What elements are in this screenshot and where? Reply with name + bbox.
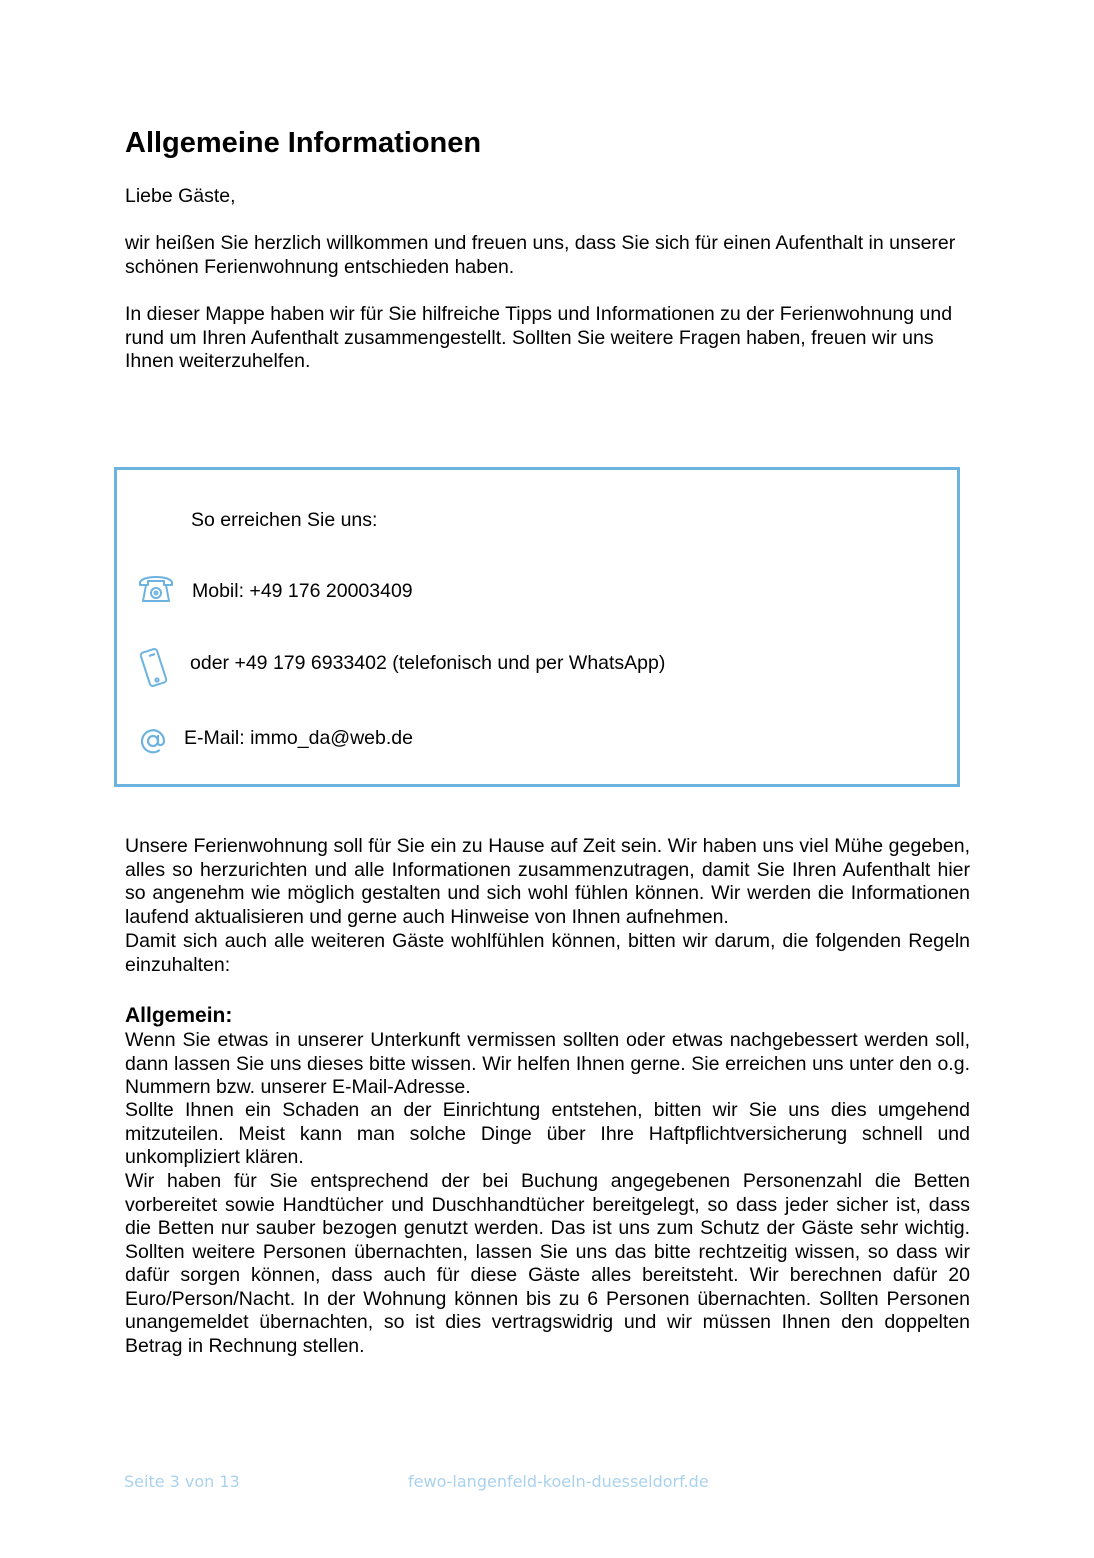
smartphone-icon xyxy=(137,647,171,694)
contact-mobile: Mobil: +49 176 20003409 xyxy=(192,580,413,602)
footer-website: fewo-langenfeld-koeln-duesseldorf.de xyxy=(408,1472,709,1491)
body-paragraph: Unsere Ferienwohnung soll für Sie ein zu Hause auf Zeit sein. Wir haben uns viel Mühe gegeben, alles so herzurichten und alle Informationen zusammenzutragen, damit Sie Ihren Aufenthalt hier so angenehm wie möglich gestalten und sich wohl fühlen können. Wir werden die Informationen laufend aktualisieren und gerne auch Hinweise von Ihnen aufnehmen. xyxy=(125,835,970,928)
contact-email: E-Mail: immo_da@web.de xyxy=(184,727,413,749)
section-heading: Allgemein: xyxy=(125,1004,233,1027)
telephone-icon xyxy=(137,572,175,609)
intro-paragraph-2: In dieser Mappe haben wir für Sie hilfreiche Tipps und Informationen zu der Ferienwohnung und rund um Ihren Aufenthalt zusammengestellt. Sollten Sie weitere Fragen haben, freuen wir uns Ihnen weiterzuhelfen. xyxy=(125,303,953,372)
at-sign-icon xyxy=(138,726,168,761)
contact-alternative: oder +49 179 6933402 (telefonisch und per WhatsApp) xyxy=(190,652,666,674)
contact-box xyxy=(114,467,960,787)
rules-intro: Damit sich auch alle weiteren Gäste wohlfühlen können, bitten wir darum, die folgenden Regeln einzuhalten: xyxy=(125,930,970,976)
section-paragraph-2: Sollte Ihnen ein Schaden an der Einrichtung entstehen, bitten wir Sie uns dies umgehend mitzuteilen. Meist kann man solche Dinge über Ihre Haftpflichtversicherung schnell und unkompliziert klären. xyxy=(125,1099,970,1168)
footer-page-number: Seite 3 von 13 xyxy=(124,1472,240,1491)
contact-heading: So erreichen Sie uns: xyxy=(191,509,378,531)
page-title: Allgemeine Informationen xyxy=(125,127,482,159)
section-paragraph-3: Wir haben für Sie entsprechend der bei Buchung angegebenen Personenzahl die Betten vorbereitet sowie Handtücher und Duschhandtücher bereitgelegt, so dass jeder sicher ist, dass die Betten nur sauber bezogen genutzt werden. Das ist uns zum Schutz der Gäste sehr wichtig. Sollten weitere Personen übernachten, lassen Sie uns das bitte rechtzeitig wissen, so dass wir dafür sorgen können, dass auch für diese Gäste alles bereitsteht. Wir berechnen dafür 20 Euro/Person/Nacht. In der Wohnung können bis zu 6 Personen übernachten. Sollten Personen unangemeldet übernachten, so ist dies vertragswidrig und wir müssen Ihnen den doppelten Betrag in Rechnung stellen. xyxy=(125,1170,970,1357)
greeting: Liebe Gäste, xyxy=(125,185,236,207)
section-paragraph-1: Wenn Sie etwas in unserer Unterkunft vermissen sollten oder etwas nachgebessert werden soll, dann lassen Sie uns dieses bitte wissen. Wir helfen Ihnen gerne. Sie erreichen uns unter den o.g. Nummern bzw. unserer E-Mail-Adresse. xyxy=(125,1029,970,1098)
intro-paragraph-1: wir heißen Sie herzlich willkommen und freuen uns, dass Sie sich für einen Aufenthalt in unserer schönen Ferienwohnung entschieden haben. xyxy=(125,232,956,278)
